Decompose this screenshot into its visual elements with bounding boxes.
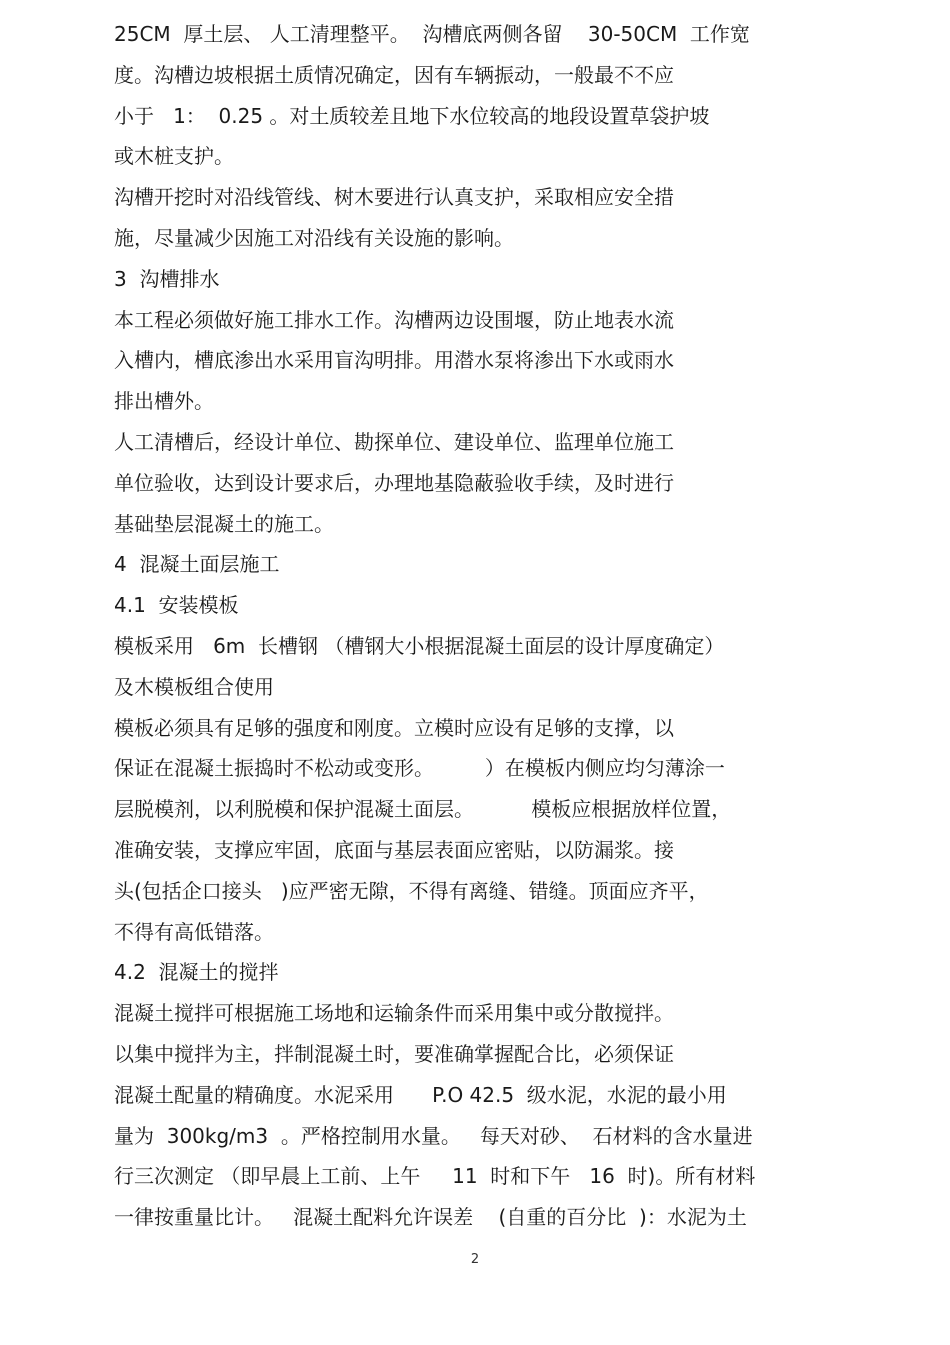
text-line: 人工清槽后，经设计单位、勘探单位、建设单位、监理单位施工 [114,429,674,454]
text-line: 小于 1： 0.25 。对土质较差且地下水位较高的地段设置草袋护坡 [114,103,710,128]
text-line: 行三次测定 （即早晨上工前、上午 11 时和下午 16 时)。所有材料 [114,1164,756,1189]
text-line: 施，尽量减少因施工对沿线有关设施的影响。 [114,225,514,250]
text-line: 一律按重量比计。 混凝土配料允许误差 (自重的百分比 )：水泥为土 [114,1205,747,1230]
page-number: 2 [470,1252,480,1267]
text-line: 混凝土配量的精确度。水泥采用 P.O 42.5 级水泥，水泥的最小用 [114,1082,727,1107]
subsection-heading: 4.2 混凝土的搅拌 [114,960,279,985]
text-line: 模板必须具有足够的强度和刚度。立模时应设有足够的支撑，以 [114,715,674,740]
section-heading: 3 沟槽排水 [114,266,220,291]
text-line: 度。沟槽边坡根据土质情况确定，因有车辆振动，一般最不不应 [114,62,674,87]
text-line: 或木桩支护。 [114,144,234,169]
text-line: 25CM 厚土层、 人工清理整平。 沟槽底两侧各留 30-50CM 工作宽 [114,22,750,46]
text-line: 以集中搅拌为主，拌制混凝土时，要准确掌握配合比，必须保证 [114,1041,674,1066]
section-heading: 4 混凝土面层施工 [114,552,280,577]
text-line: 入槽内，槽底渗出水采用盲沟明排。用潜水泵将渗出下水或雨水 [114,348,674,373]
text-line: 头(包括企口接头 )应严密无隙，不得有离缝、错缝。顶面应齐平， [114,878,709,903]
text-line: 混凝土搅拌可根据施工场地和运输条件而采用集中或分散搅拌。 [114,1001,674,1026]
text-line: 量为 300kg/m3 。严格控制用水量。 每天对砂、 石材料的含水量进 [114,1123,753,1148]
text-line: 基础垫层混凝土的施工。 [114,511,334,536]
text-line: 单位验收，达到设计要求后，办理地基隐蔽验收手续，及时进行 [114,470,674,495]
text-line: 模板采用 6m 长槽钢 （槽钢大小根据混凝土面层的设计厚度确定） [114,633,725,658]
text-line: 沟槽开挖时对沿线管线、树木要进行认真支护，采取相应安全措 [114,185,674,210]
body-text [114,14,834,1238]
text-line: 准确安装，支撑应牢固，底面与基层表面应密贴，以防漏浆。接 [114,837,674,862]
text-line: 排出槽外。 [114,389,214,414]
text-line: 保证在混凝土振捣时不松动或变形。 ）在模板内侧应均匀薄涂一 [114,756,725,781]
text-line: 层脱模剂，以利脱模和保护混凝土面层。 模板应根据放样位置， [114,797,732,822]
text-line: 及木模板组合使用 [114,674,274,699]
text-line: 本工程必须做好施工排水工作。沟槽两边设围堰，防止地表水流 [114,307,674,332]
subsection-heading: 4.1 安装模板 [114,593,239,618]
text-line: 不得有高低错落。 [114,919,274,944]
